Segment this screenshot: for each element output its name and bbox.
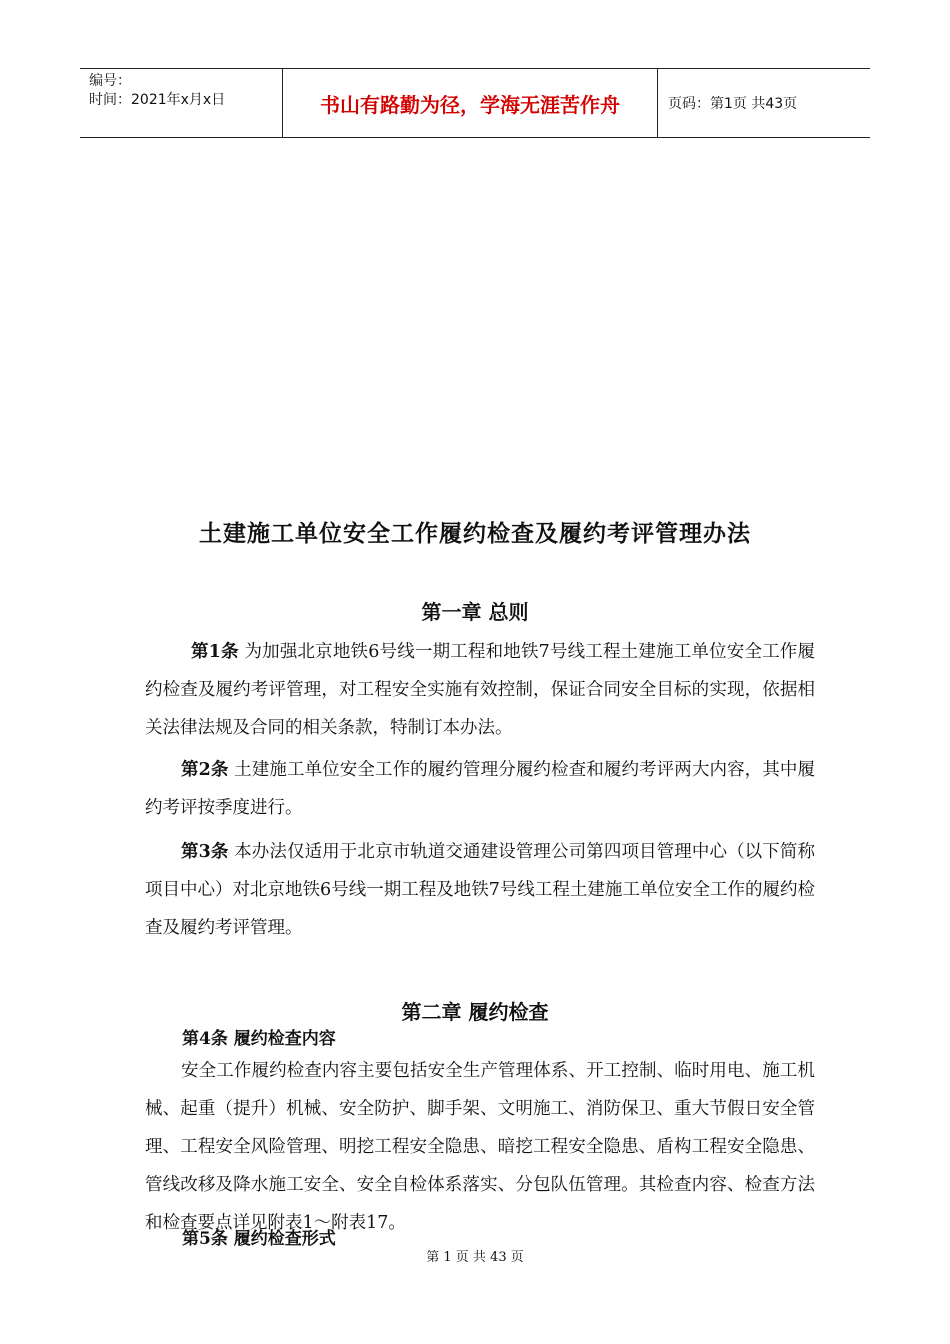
article-1-text: 为加强北京地铁6号线一期工程和地铁7号线工程土建施工单位安全工作履约检查及履约考评管理，对工程安全实施有效控制，保证合同安全目标的实现，依据相关法律法规及合同的相关条款，特制订本办法。 (145, 642, 815, 738)
article-5-heading: 第5条 履约检查形式 (182, 1229, 336, 1249)
article-3-label: 第3条 (181, 842, 229, 862)
header-motto: 书山有路勤为径，学海无涯苦作舟 (282, 69, 658, 137)
article-3-text: 本办法仅适用于北京市轨道交通建设管理公司第四项目管理中心（以下简称项目中心）对北京地铁6号线一期工程及地铁7号线工程土建施工单位安全工作的履约检查及履约考评管理。 (145, 842, 815, 938)
chapter-2-heading: 第二章 履约检查 (401, 1000, 549, 1024)
header-page-info: 页码：第1页 共43页 (668, 96, 798, 112)
article-4-heading: 第4条 履约检查内容 (182, 1029, 336, 1049)
page-header (80, 68, 870, 138)
article-1-label: 第1条 (191, 642, 239, 662)
article-2 (145, 751, 815, 827)
document-title: 土建施工单位安全工作履约检查及履约考评管理办法 (199, 520, 751, 547)
page-footer: 第 1 页 共 43 页 (426, 1250, 524, 1265)
header-meta (80, 69, 282, 137)
article-3 (145, 833, 815, 947)
number-label: 编号： (89, 73, 131, 89)
article-1 (145, 633, 815, 747)
article-2-text: 土建施工单位安全工作的履约管理分履约检查和履约考评两大内容，其中履约考评按季度进行。 (145, 760, 815, 818)
time-label: 时间：2021年x月x日 (89, 92, 226, 108)
chapter-1-heading: 第一章 总则 (421, 600, 529, 624)
article-4-body: 安全工作履约检查内容主要包括安全生产管理体系、开工控制、临时用电、施工机械、起重（提升）机械、安全防护、脚手架、文明施工、消防保卫、重大节假日安全管理、工程安全风险管理、明挖工程安全隐患、暗挖工程安全隐患、盾构工程安全隐患、管线改移及降水施工安全、安全自检体系落实、分包队伍管理。其检查内容、检查方法和检查要点详见附表1～附表17。 (145, 1061, 815, 1233)
article-2-label: 第2条 (181, 760, 229, 780)
